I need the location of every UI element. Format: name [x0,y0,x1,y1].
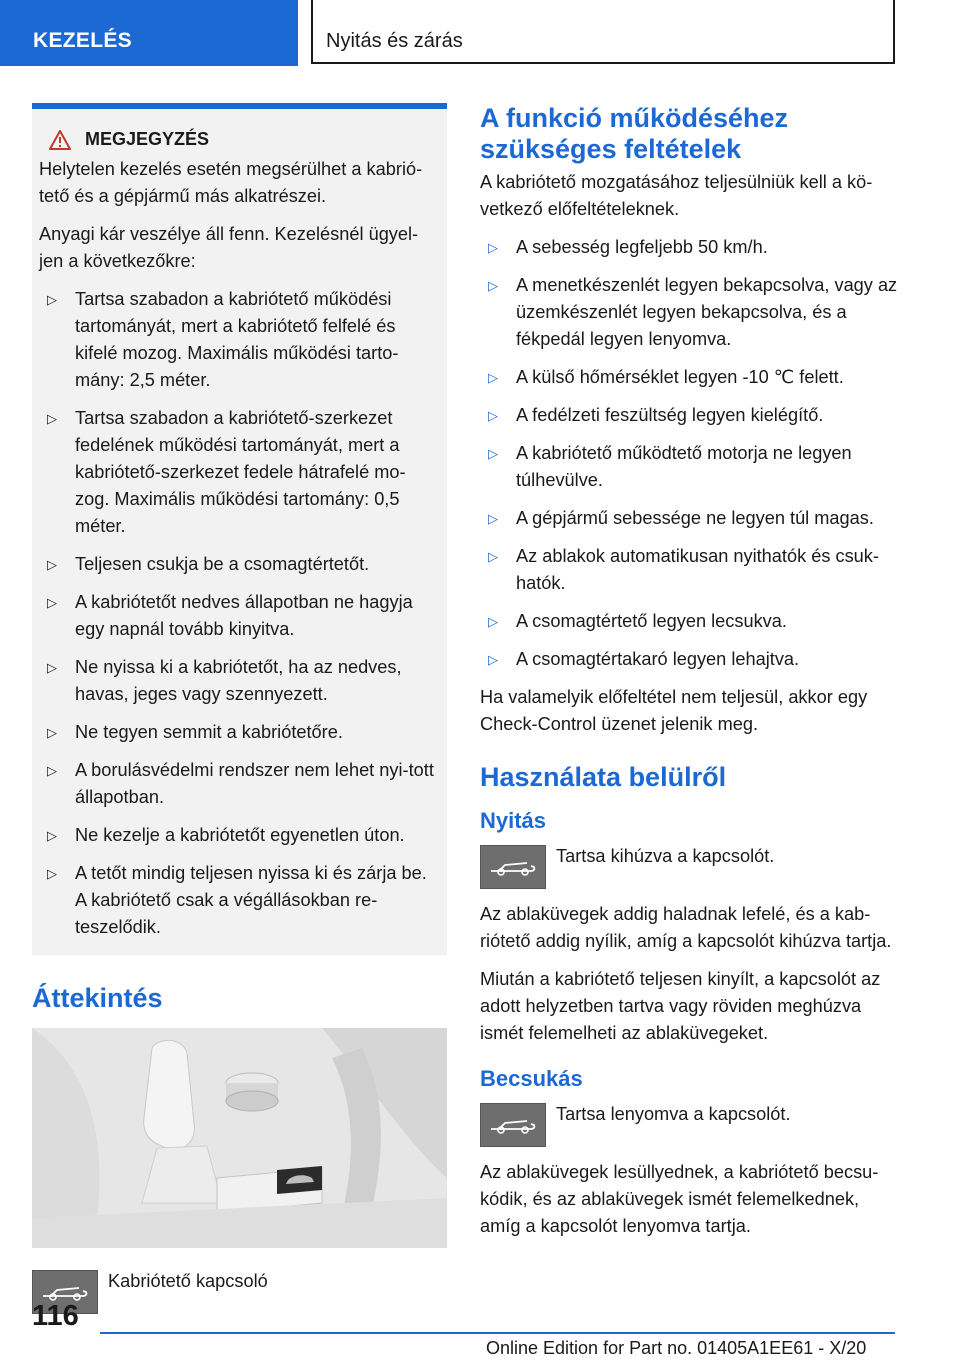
triangle-bullet-icon: ▷ [47,595,57,610]
opening-instruction-row [480,845,900,889]
closing-instruction-row [480,1103,900,1147]
footer-divider [100,1332,895,1334]
triangle-bullet-icon: ▷ [488,511,498,526]
triangle-bullet-icon: ▷ [488,278,498,293]
triangle-bullet-icon: ▷ [47,866,57,881]
conditions-intro: A kabriótető mozgatásához teljesülniük kell a kö-vetkező előfeltételeknek. [480,172,873,219]
usage-heading: Használata belülről [480,762,727,792]
list-item: ▷ A gépjármű sebessége ne legyen túl magas. [480,505,900,532]
list-item: ▷ A tetőt mindig teljesen nyissa ki és zárja be. A kabriótető csak a végállásokban re-teszelődik. [39,860,439,941]
switch-photo [32,1028,447,1248]
triangle-bullet-icon: ▷ [488,446,498,461]
conditions-outro: Ha valamelyik előfeltétel nem teljesül, akkor egy Check-Control üzenet jelenik meg. [480,687,868,734]
triangle-bullet-icon: ▷ [488,240,498,255]
convertible-roof-icon [480,1103,546,1147]
triangle-bullet-icon: ▷ [47,828,57,843]
triangle-bullet-icon: ▷ [488,549,498,564]
switch-caption-row [32,1270,447,1314]
convertible-roof-icon [480,845,546,889]
list-item: ▷ A borulásvédelmi rendszer nem lehet nyi-tott állapotban. [39,757,439,811]
chapter-title: Nyitás és zárás [311,0,895,64]
list-item: ▷ Ne kezelje a kabriótetőt egyenetlen úton. [39,822,439,849]
overview-heading: Áttekintés [32,983,163,1013]
closing-text-1: Az ablaküvegek lesüllyednek, a kabriótető becsu-kódik, és az ablaküvegek ismét felemelkednek, amíg a kapcsolót lenyomva tartja. [480,1162,879,1236]
right-column [480,103,900,1251]
opening-text-2: Miután a kabriótető teljesen kinyílt, a kapcsolót az adott helyzetben tartva vagy röviden meghúzva ismét felemelheti az ablaküvegeket. [480,969,881,1043]
warning-title [49,129,439,150]
list-item: ▷ Ne tegyen semmit a kabriótetőre. [39,719,439,746]
triangle-bullet-icon: ▷ [47,557,57,572]
page-number: 116 [32,1300,79,1332]
warning-intro: Helytelen kezelés esetén megsérülhet a kabrió-tető és a gépjármű más alkatrészei. [39,159,423,206]
warning-triangle-icon [49,130,71,150]
list-item: ▷ A menetkészenlét legyen bekapcsolva, vagy az üzemkészenlét legyen bekapcsolva, és a fékpedál legyen lenyomva. [480,272,900,353]
conditions-list [480,234,900,673]
list-item: ▷ Tartsa szabadon a kabriótető működési tartományát, mert a kabriótető felfelé és kifelé mozog. Maximális működési tarto-mány: 2,5 méter. [39,286,439,394]
triangle-bullet-icon: ▷ [47,725,57,740]
triangle-bullet-icon: ▷ [47,411,57,426]
page-header [0,0,960,66]
list-item: ▷ Tartsa szabadon a kabriótető-szerkezet fedelének működési tartományát, mert a kabriótető-szerkezet fedele hátrafelé mo-zog. Maximális működési tartomány: 0,5 méter. [39,405,439,540]
triangle-bullet-icon: ▷ [47,292,57,307]
triangle-bullet-icon: ▷ [47,660,57,675]
opening-heading: Nyitás [480,808,547,833]
triangle-bullet-icon: ▷ [47,763,57,778]
closing-instruction: Tartsa lenyomva a kapcsolót. [556,1104,791,1124]
conditions-heading: A funkció működéséhez szükséges feltételek [480,103,789,164]
warning-text: Anyagi kár veszélye áll fenn. Kezelésnél ügyel-jen a következőkre: [39,224,419,271]
opening-instruction: Tartsa kihúzva a kapcsolót. [556,846,775,866]
list-item: ▷ A külső hőmérséklet legyen -10 ℃ felett. [480,364,900,391]
warning-title-text: MEGJEGYZÉS [85,129,210,149]
list-item: ▷ A kabriótetőt nedves állapotban ne hagyja egy napnál tovább kinyitva. [39,589,439,643]
list-item: ▷ A sebesség legfeljebb 50 km/h. [480,234,900,261]
list-item: ▷ A fedélzeti feszültség legyen kielégítő. [480,402,900,429]
left-column [32,103,447,1326]
warning-list [39,286,439,941]
triangle-bullet-icon: ▷ [488,652,498,667]
section-tab: KEZELÉS [0,0,298,66]
list-item: ▷ A kabriótető működtető motorja ne legyen túlhevülve. [480,440,900,494]
list-item: ▷ A csomagtértakaró legyen lehajtva. [480,646,900,673]
list-item: ▷ Teljesen csukja be a csomagtértetőt. [39,551,439,578]
triangle-bullet-icon: ▷ [488,614,498,629]
warning-box [32,103,447,955]
list-item: ▷ A csomagtértető legyen lecsukva. [480,608,900,635]
opening-text-1: Az ablaküvegek addig haladnak lefelé, és a kab-riótető addig nyílik, amíg a kapcsolót kihúzva tartja. [480,904,892,951]
list-item: ▷ Ne nyissa ki a kabriótetőt, ha az nedves, havas, jeges vagy szennyezett. [39,654,439,708]
closing-heading: Becsukás [480,1066,583,1091]
switch-caption: Kabriótető kapcsoló [108,1271,268,1291]
triangle-bullet-icon: ▷ [488,408,498,423]
edition-text: Online Edition for Part no. 01405A1EE61 - X/20 [486,1338,867,1358]
list-item: ▷ Az ablakok automatikusan nyithatók és csuk-hatók. [480,543,900,597]
center-console-illustration [32,1028,447,1248]
triangle-bullet-icon: ▷ [488,370,498,385]
